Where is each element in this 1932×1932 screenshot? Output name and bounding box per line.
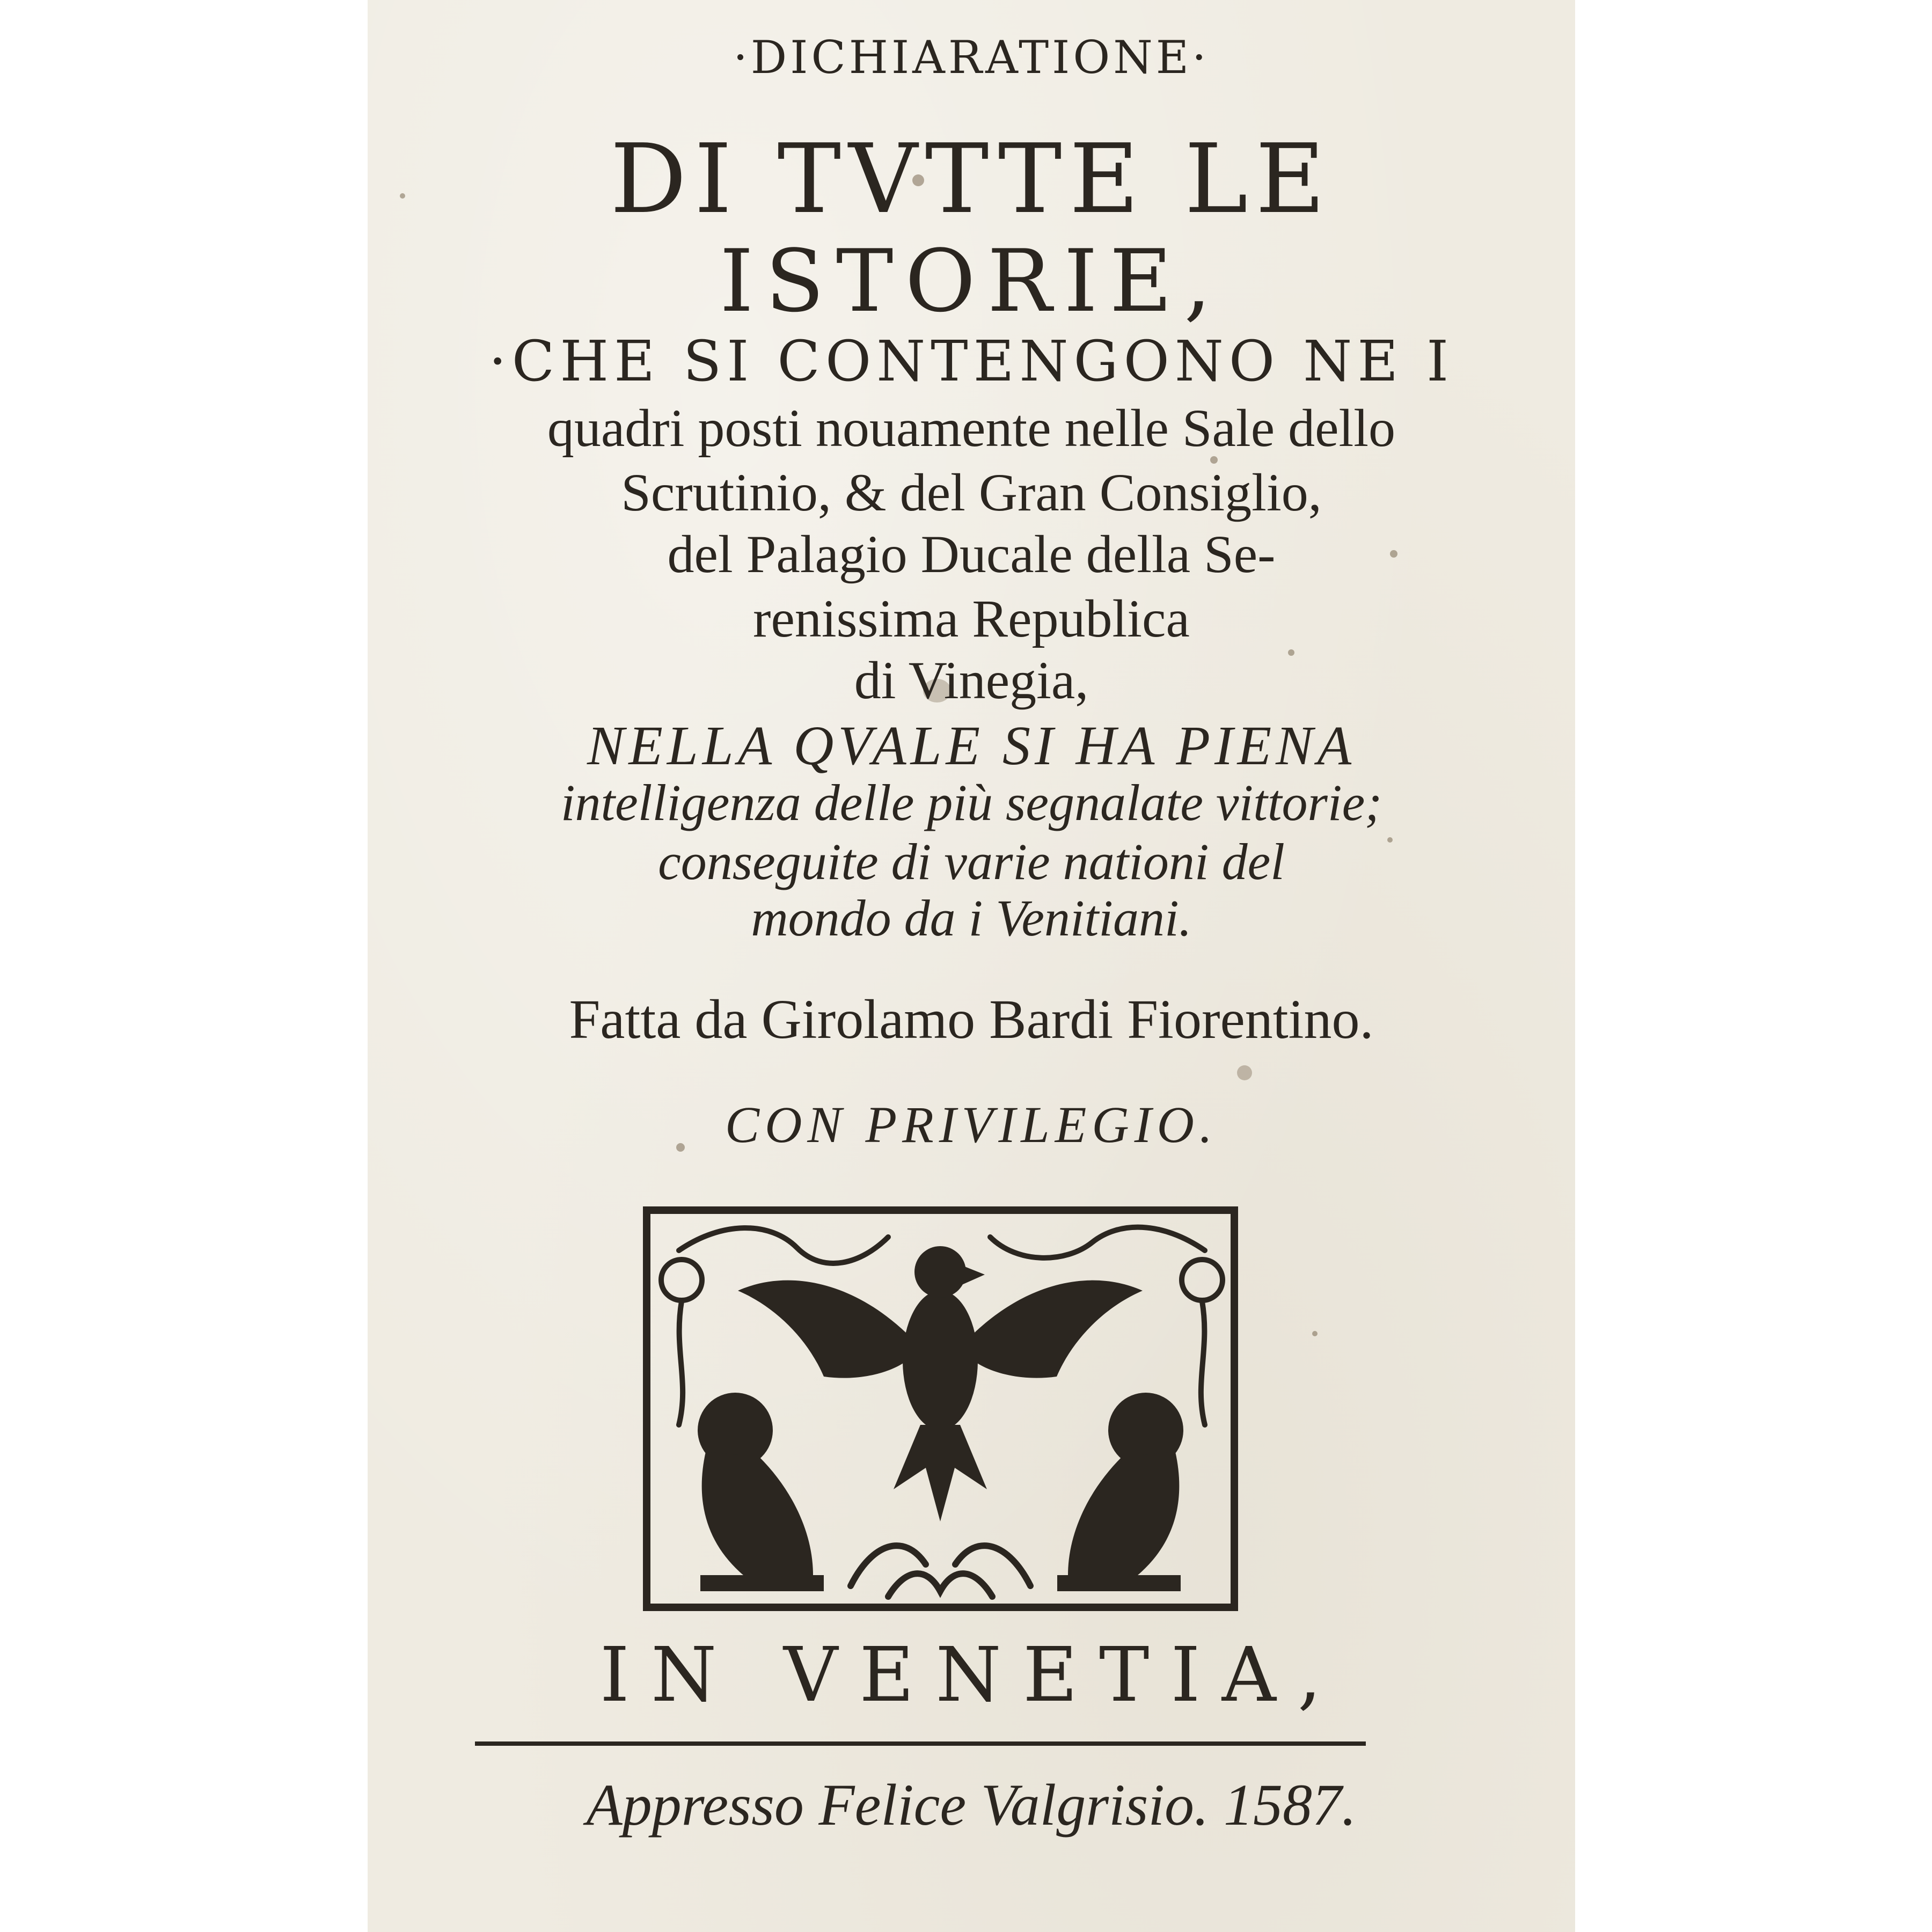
title-line-2: DI TVTTE LE [610,123,1333,235]
subtitle-line: di Vinegia, [854,650,1089,710]
italic-line: mondo da i Venitiani. [751,889,1192,947]
imprint-line: Appresso Felice Valgrisio. 1587. [586,1772,1357,1838]
subtitle-line: renissima Republica [753,589,1190,648]
stem-right [1201,1301,1205,1425]
italic-caps-line: NELLA QVALE SI HA PIENA [587,715,1356,777]
title-line-1: ·DICHIARATIONE· [733,31,1210,84]
flower-left [661,1260,702,1300]
foliage-ornament [851,1546,1030,1597]
scroll-ornament-left [679,1228,888,1263]
printers-device-woodcut [636,1199,1245,1618]
foxing-spot [1312,1331,1318,1336]
subtitle-caps-line: ·CHE SI CONTENGONO NE I [488,328,1454,394]
italic-line: conseguite di varie nationi del [658,833,1285,890]
subtitle-line: del Palagio Ducale della Se- [667,524,1276,584]
flower-right [1182,1260,1223,1300]
subtitle-line: Scrutinio, & del Gran Consiglio, [621,463,1322,522]
stem-left [679,1301,683,1425]
scroll-ornament-right [990,1227,1205,1258]
foxing-spot [1237,1065,1252,1080]
italic-line: intelligenza delle più segnalate vittorie; [560,774,1382,831]
title-line-3: ISTORIE, [719,231,1224,331]
horizontal-rule [475,1741,1366,1746]
eagle-icon [738,1246,1143,1521]
lion-left-icon [698,1393,824,1591]
subtitle-line: quadri posti nouamente nelle Sale dello [547,398,1396,458]
privilege-line: CON PRIVILEGIO. [725,1096,1218,1153]
lion-right-icon [1057,1393,1183,1591]
title-page [368,0,1575,1932]
place-of-printing: IN VENETIA, [599,1631,1343,1719]
author-line: Fatta da Girolamo Bardi Fiorentino. [569,989,1374,1050]
